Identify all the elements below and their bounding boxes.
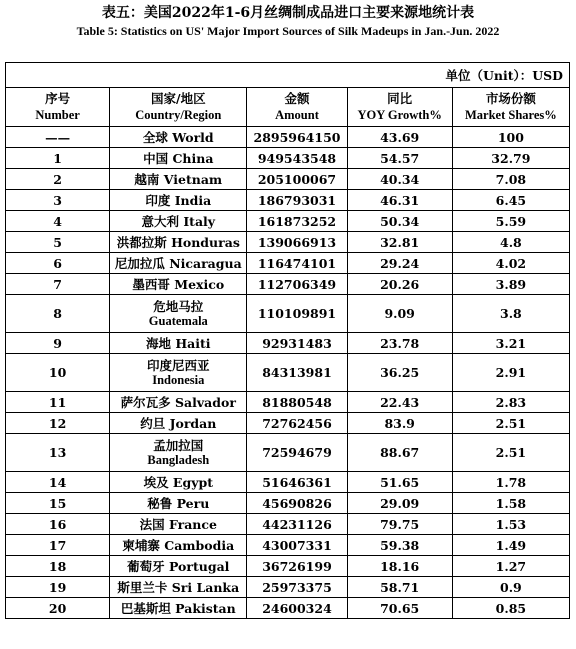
row-country: 洪都拉斯 Honduras [110, 232, 247, 253]
row-amount: 2895964150 [247, 127, 347, 148]
row-number: 17 [6, 535, 110, 556]
table-row [6, 556, 570, 577]
row-country: 柬埔寨 Cambodia [110, 535, 247, 556]
row-yoy-growth: 23.78 [347, 333, 452, 354]
row-country: 法国 France [110, 514, 247, 535]
row-market-share: 5.59 [452, 211, 569, 232]
row-market-share: 2.91 [452, 354, 569, 392]
row-amount: 949543548 [247, 148, 347, 169]
row-number: 2 [6, 169, 110, 190]
row-country: 秘鲁 Peru [110, 493, 247, 514]
row-amount: 84313981 [247, 354, 347, 392]
table-row [6, 253, 570, 274]
row-market-share: 3.8 [452, 295, 569, 333]
header-row [6, 88, 570, 127]
row-amount: 161873252 [247, 211, 347, 232]
row-market-share: 7.08 [452, 169, 569, 190]
row-amount: 25973375 [247, 577, 347, 598]
row-amount: 116474101 [247, 253, 347, 274]
row-yoy-growth: 58.71 [347, 577, 452, 598]
row-amount: 92931483 [247, 333, 347, 354]
header-yoy-growth: 同比 YOY Growth% [347, 88, 452, 127]
row-country: 海地 Haiti [110, 333, 247, 354]
table-row [6, 392, 570, 413]
table-row [6, 333, 570, 354]
row-market-share: 1.49 [452, 535, 569, 556]
row-country: 萨尔瓦多 Salvador [110, 392, 247, 413]
row-number: 14 [6, 472, 110, 493]
table-row [6, 493, 570, 514]
table-row [6, 598, 570, 619]
table-row [6, 434, 570, 472]
row-amount: 186793031 [247, 190, 347, 211]
row-amount: 51646361 [247, 472, 347, 493]
row-country: 危地马拉 Guatemala [110, 295, 247, 333]
row-yoy-growth: 50.34 [347, 211, 452, 232]
row-amount: 44231126 [247, 514, 347, 535]
row-number: 4 [6, 211, 110, 232]
row-amount: 24600324 [247, 598, 347, 619]
row-country: 尼加拉瓜 Nicaragua [110, 253, 247, 274]
table-row [6, 211, 570, 232]
row-yoy-growth: 29.09 [347, 493, 452, 514]
row-country: 斯里兰卡 Sri Lanka [110, 577, 247, 598]
row-yoy-growth: 88.67 [347, 434, 452, 472]
table-row [6, 514, 570, 535]
row-yoy-growth: 46.31 [347, 190, 452, 211]
table-row [6, 127, 570, 148]
row-number: 13 [6, 434, 110, 472]
row-amount: 36726199 [247, 556, 347, 577]
row-number: 12 [6, 413, 110, 434]
row-number: 19 [6, 577, 110, 598]
table-row [6, 232, 570, 253]
row-amount: 139066913 [247, 232, 347, 253]
row-market-share: 6.45 [452, 190, 569, 211]
row-market-share: 3.89 [452, 274, 569, 295]
row-yoy-growth: 40.34 [347, 169, 452, 190]
row-amount: 81880548 [247, 392, 347, 413]
row-country: 巴基斯坦 Pakistan [110, 598, 247, 619]
row-market-share: 2.83 [452, 392, 569, 413]
row-yoy-growth: 54.57 [347, 148, 452, 169]
row-yoy-growth: 59.38 [347, 535, 452, 556]
row-yoy-growth: 22.43 [347, 392, 452, 413]
row-yoy-growth: 70.65 [347, 598, 452, 619]
row-number: 9 [6, 333, 110, 354]
row-country: 意大利 Italy [110, 211, 247, 232]
row-amount: 43007331 [247, 535, 347, 556]
row-country: 中国 China [110, 148, 247, 169]
table-row [6, 295, 570, 333]
unit-row [6, 63, 570, 88]
row-number: 6 [6, 253, 110, 274]
unit-label: 单位（Unit）：USD [6, 63, 570, 88]
table-row [6, 148, 570, 169]
row-country: 越南 Vietnam [110, 169, 247, 190]
row-yoy-growth: 18.16 [347, 556, 452, 577]
row-country: 墨西哥 Mexico [110, 274, 247, 295]
row-country: 印度 India [110, 190, 247, 211]
row-yoy-growth: 9.09 [347, 295, 452, 333]
row-country: 印度尼西亚 Indonesia [110, 354, 247, 392]
row-country: 葡萄牙 Portugal [110, 556, 247, 577]
row-yoy-growth: 51.65 [347, 472, 452, 493]
row-number: 10 [6, 354, 110, 392]
row-yoy-growth: 43.69 [347, 127, 452, 148]
row-number: —— [6, 127, 110, 148]
row-market-share: 1.53 [452, 514, 569, 535]
row-country: 约旦 Jordan [110, 413, 247, 434]
row-amount: 72594679 [247, 434, 347, 472]
row-market-share: 4.8 [452, 232, 569, 253]
row-number: 5 [6, 232, 110, 253]
row-yoy-growth: 20.26 [347, 274, 452, 295]
row-amount: 112706349 [247, 274, 347, 295]
header-market-share: 市场份额 Market Shares% [452, 88, 569, 127]
header-number: 序号 Number [6, 88, 110, 127]
row-yoy-growth: 36.25 [347, 354, 452, 392]
row-market-share: 2.51 [452, 413, 569, 434]
row-number: 20 [6, 598, 110, 619]
row-yoy-growth: 79.75 [347, 514, 452, 535]
table-row [6, 472, 570, 493]
row-market-share: 1.27 [452, 556, 569, 577]
row-amount: 205100067 [247, 169, 347, 190]
row-amount: 110109891 [247, 295, 347, 333]
row-market-share: 0.85 [452, 598, 569, 619]
row-number: 18 [6, 556, 110, 577]
table-row [6, 413, 570, 434]
row-market-share: 4.02 [452, 253, 569, 274]
row-market-share: 32.79 [452, 148, 569, 169]
row-yoy-growth: 83.9 [347, 413, 452, 434]
row-amount: 45690826 [247, 493, 347, 514]
table-row [6, 354, 570, 392]
row-number: 16 [6, 514, 110, 535]
row-country: 全球 World [110, 127, 247, 148]
row-yoy-growth: 32.81 [347, 232, 452, 253]
import-sources-table [5, 62, 570, 619]
row-number: 8 [6, 295, 110, 333]
row-market-share: 0.9 [452, 577, 569, 598]
header-country: 国家/地区 Country/Region [110, 88, 247, 127]
row-market-share: 3.21 [452, 333, 569, 354]
row-number: 15 [6, 493, 110, 514]
table-title-chinese: 表五：美国2022年1-6月丝绸制成品进口主要来源地统计表 [101, 5, 475, 21]
table-row [6, 274, 570, 295]
row-yoy-growth: 29.24 [347, 253, 452, 274]
table-row [6, 190, 570, 211]
table-row [6, 535, 570, 556]
row-market-share: 1.58 [452, 493, 569, 514]
table-row [6, 577, 570, 598]
row-amount: 72762456 [247, 413, 347, 434]
row-market-share: 2.51 [452, 434, 569, 472]
row-number: 11 [6, 392, 110, 413]
row-number: 3 [6, 190, 110, 211]
row-country: 埃及 Egypt [110, 472, 247, 493]
table-row [6, 169, 570, 190]
row-market-share: 100 [452, 127, 569, 148]
row-market-share: 1.78 [452, 472, 569, 493]
header-amount: 金额 Amount [247, 88, 347, 127]
row-country: 孟加拉国 Bangladesh [110, 434, 247, 472]
table-title-english: Table 5: Statistics on US' Major Import Sources of Silk Madeups in Jan.-Jun. 2022 [76, 24, 500, 38]
row-number: 1 [6, 148, 110, 169]
row-number: 7 [6, 274, 110, 295]
